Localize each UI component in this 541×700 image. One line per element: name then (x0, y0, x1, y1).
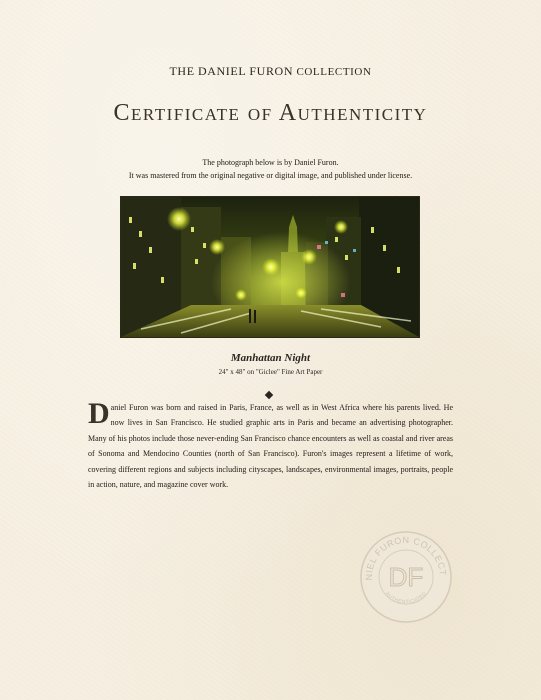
bio-text: aniel Furon was born and raised in Paris, France, as well as in West Africa where his parents lived. He now lives in San Francisco. He studied graphic arts in Paris and became an advertising photographer. Many of his photos include those never-ending San Francisco chance encounters as well as coastal and river areas of Sonoma and Mendocino Counties (north of San Francisco). Furon's images represent a lifetime of work, covering different regions and subjects including cityscapes, landscapes, environmental images, portraits, people in action, nature, and magazine cover work. (88, 403, 453, 490)
seal-emboss-icon (359, 530, 453, 624)
bio-dropcap: D (88, 397, 110, 430)
collection-the: THE (169, 64, 195, 78)
biography-paragraph (88, 397, 453, 492)
certificate-title: Certificate of Authenticity (113, 100, 428, 126)
seal-bottom-text: AUTHENTICATED (384, 590, 428, 606)
artwork-spec: 24" x 48" on "Giclee" Fine Art Paper (218, 368, 323, 376)
artwork-photo (120, 196, 420, 338)
collection-heading (0, 64, 541, 79)
manhattan-night-image (121, 197, 419, 337)
intro-line-1: The photograph below is by Daniel Furon. (202, 158, 339, 167)
intro-line-2: It was mastered from the original negative or digital image, and published under license. (128, 171, 413, 180)
seal-ring-text: NIEL FURON COLLECT (363, 534, 449, 581)
artwork-title: Manhattan Night (230, 352, 311, 364)
collection-word: COLLECTION (296, 66, 372, 78)
intro-text (60, 156, 481, 182)
authentication-seal (359, 530, 453, 624)
seal-monogram: DF (388, 562, 424, 592)
collection-name: DANIEL FURON (198, 64, 294, 78)
